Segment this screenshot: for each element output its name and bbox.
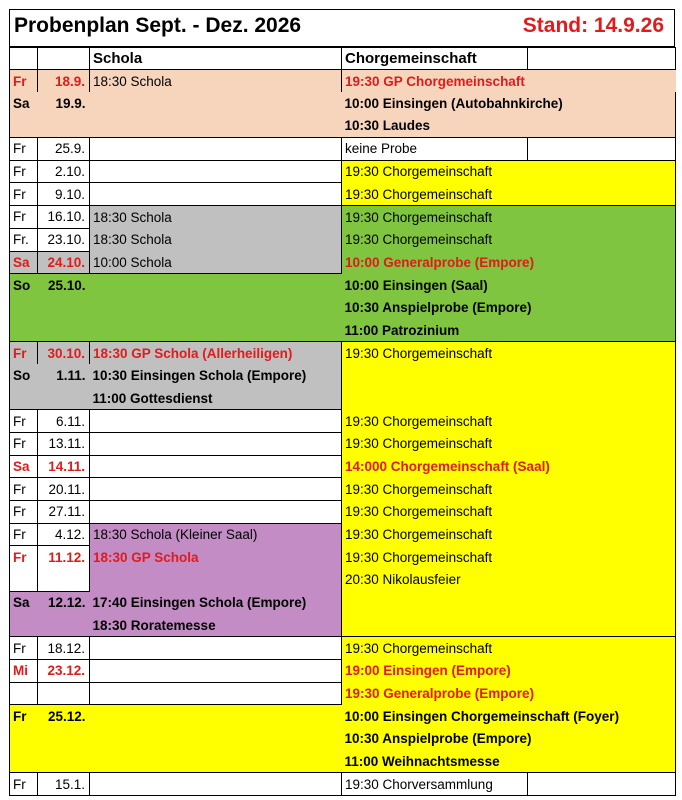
row-chor: 19:00 Einsingen (Empore) [342,659,676,682]
schedule-table [9,47,676,796]
row-date: 27.11. [38,501,90,524]
row-day [10,614,38,637]
row-chor [342,591,676,614]
row-day: Fr [10,433,38,456]
row-schola [90,115,342,138]
row-chor: 10:30 Laudes [342,115,676,138]
row-date: 13.11. [38,433,90,456]
row-chor: 19:30 Chorgemeinschaft [342,433,676,456]
row-date [38,387,90,410]
row-day [10,319,38,342]
row-extra [528,138,676,161]
row-day [10,682,38,705]
row-day [10,387,38,410]
table-row [10,478,676,501]
row-date: 12.12. [38,591,90,614]
row-day: Fr [10,773,38,796]
row-chor: keine Probe [342,138,528,161]
row-chor: 19:30 Chorgemeinschaft [342,160,676,183]
row-chor: 10:00 Generalprobe (Empore) [342,251,676,274]
row-schola [90,773,342,796]
table-row [10,614,676,637]
row-day [10,727,38,750]
row-day: Fr [10,70,38,93]
row-chor: 19:30 Chorgemeinschaft [342,546,676,569]
row-day [10,296,38,319]
row-date: 25.9. [38,138,90,161]
row-date: 23.10. [38,228,90,251]
row-schola: 18:30 Schola (Kleiner Saal) [90,523,342,546]
table-row [10,92,676,115]
row-schola [90,501,342,524]
row-day [10,115,38,138]
row-schola: 18:30 Schola [90,206,342,229]
row-day: Fr [10,705,38,728]
row-day: Fr [10,206,38,229]
row-schola: 18:30 GP Schola (Allerheiligen) [90,342,342,365]
row-schola [90,750,342,773]
row-date: 14.11. [38,455,90,478]
row-schola [90,274,342,297]
table-row [10,296,676,319]
row-date: 18.12. [38,637,90,660]
row-day: Fr [10,501,38,524]
row-chor: 10:00 Einsingen (Saal) [342,274,676,297]
table-row [10,682,676,705]
table-row [10,364,676,387]
row-date [38,682,90,705]
table-row [10,659,676,682]
table-row [10,160,676,183]
schedule-sheet [9,9,675,793]
table-row [10,274,676,297]
header-day [10,48,38,70]
row-schola: 10:30 Einsingen Schola (Empore) [90,364,342,387]
row-date: 16.10. [38,206,90,229]
row-date [38,614,90,637]
row-date: 4.12. [38,523,90,546]
row-day: Fr [10,637,38,660]
table-row [10,342,676,365]
row-chor [342,364,676,387]
table-row [10,387,676,410]
row-chor: 19:30 Chorgemeinschaft [342,501,676,524]
table-row [10,523,676,546]
row-date: 25.12. [38,705,90,728]
row-schola: 18:30 GP Schola [90,546,342,569]
row-chor: 19:30 Chorgemeinschaft [342,478,676,501]
table-row [10,251,676,274]
row-day: Fr [10,138,38,161]
row-chor: 10:00 Einsingen Chorgemeinschaft (Foyer) [342,705,676,728]
table-row [10,591,676,614]
table-row [10,319,676,342]
row-date: 30.10. [38,342,90,365]
table-row [10,773,676,796]
row-day: So [10,274,38,297]
row-chor: 19:30 Chorgemeinschaft [342,637,676,660]
row-schola [90,569,342,592]
row-chor: 19:30 Chorgemeinschaft [342,206,676,229]
table-row [10,455,676,478]
table-row [10,70,676,93]
table-row [10,228,676,251]
row-schola [90,478,342,501]
status-date: Stand: 14.9.26 [522,14,664,37]
row-chor: 10:30 Anspielprobe (Empore) [342,296,676,319]
row-chor: 11:00 Patrozinium [342,319,676,342]
row-day: Fr [10,160,38,183]
row-schola [90,296,342,319]
row-schola [90,433,342,456]
row-day [10,750,38,773]
row-chor: 20:30 Nikolausfeier [342,569,676,592]
row-chor: 19:30 Chorgemeinschaft [342,183,676,206]
table-row [10,546,676,569]
table-row [10,138,676,161]
row-chor: 10:30 Anspielprobe (Empore) [342,727,676,750]
row-schola [90,138,342,161]
row-schola: 18:30 Roratemesse [90,614,342,637]
row-day: So [10,364,38,387]
table-row [10,705,676,728]
table-row [10,637,676,660]
row-chor [342,614,676,637]
row-schola: 11:00 Gottesdienst [90,387,342,410]
row-date: 23.12. [38,659,90,682]
row-day: Sa [10,92,38,115]
row-chor: 10:00 Einsingen (Autobahnkirche) [342,92,676,115]
row-date [38,115,90,138]
row-date: 24.10. [38,251,90,274]
row-day: Fr [10,410,38,433]
row-date: 15.1. [38,773,90,796]
row-day [10,569,38,592]
row-day: Sa [10,251,38,274]
row-date: 9.10. [38,183,90,206]
row-chor: 14:000 Chorgemeinschaft (Saal) [342,455,676,478]
table-row [10,433,676,456]
row-chor: 19:30 Chorgemeinschaft [342,523,676,546]
row-chor: 19:30 Generalprobe (Empore) [342,682,676,705]
row-date [38,319,90,342]
row-schola: 18:30 Schola [90,228,342,251]
row-date [38,296,90,319]
row-schola [90,410,342,433]
row-chor [342,387,676,410]
row-date: 11.12. [38,546,90,569]
row-chor: 19:30 Chorversammlung [342,773,528,796]
row-chor: 19:30 GP Chorgemeinschaft [342,70,676,93]
page-title: Probenplan Sept. - Dez. 2026 [14,14,302,37]
row-date: 1.11. [38,364,90,387]
row-day: Fr. [10,228,38,251]
table-row [10,206,676,229]
row-chor: 19:30 Chorgemeinschaft [342,342,676,365]
row-date: 18.9. [38,70,90,93]
table-row [10,183,676,206]
table-row [10,410,676,433]
row-date: 6.11. [38,410,90,433]
row-chor: 19:30 Chorgemeinschaft [342,410,676,433]
row-schola: 17:40 Einsingen Schola (Empore) [90,591,342,614]
header-chor: Chorgemeinschaft [342,48,528,70]
row-date [38,750,90,773]
row-day: Fr [10,546,38,569]
row-day: Mi [10,659,38,682]
table-row [10,727,676,750]
row-date [38,569,90,592]
row-schola [90,659,342,682]
row-schola [90,705,342,728]
row-schola [90,637,342,660]
row-schola: 18:30 Schola [90,70,342,93]
row-date: 2.10. [38,160,90,183]
table-row [10,569,676,592]
row-day: Sa [10,455,38,478]
header-date [38,48,90,70]
row-day: Fr [10,183,38,206]
row-day: Fr [10,478,38,501]
row-schola [90,682,342,705]
row-date [38,727,90,750]
row-day: Fr [10,342,38,365]
title-row [9,9,675,47]
row-schola: 10:00 Schola [90,251,342,274]
header-schola: Schola [90,48,342,70]
table-row [10,750,676,773]
header-extra [528,48,676,70]
table-row [10,501,676,524]
row-chor: 19:30 Chorgemeinschaft [342,228,676,251]
row-schola [90,319,342,342]
row-date: 20.11. [38,478,90,501]
row-schola [90,727,342,750]
row-schola [90,92,342,115]
row-day: Fr [10,523,38,546]
row-date: 19.9. [38,92,90,115]
table-row [10,115,676,138]
row-day: Sa [10,591,38,614]
row-schola [90,160,342,183]
row-schola [90,183,342,206]
row-chor: 11:00 Weihnachtsmesse [342,750,676,773]
row-schola [90,455,342,478]
row-extra [528,773,676,796]
table-header [10,48,676,70]
row-date: 25.10. [38,274,90,297]
